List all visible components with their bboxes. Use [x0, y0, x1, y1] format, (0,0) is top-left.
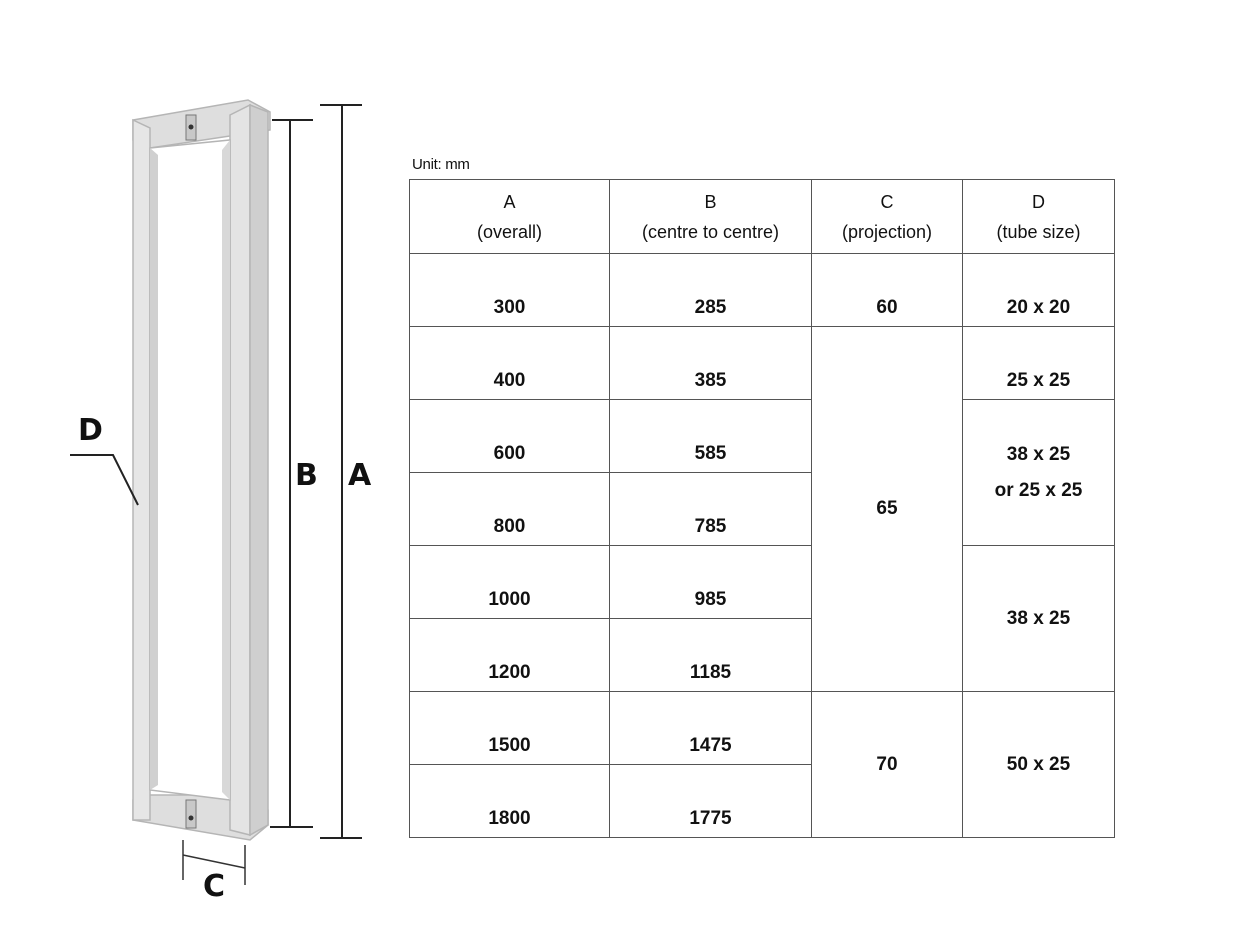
table-row	[410, 692, 1115, 765]
handle-body	[133, 100, 270, 840]
cell-projection: 70	[812, 692, 963, 838]
cell-overall: 300	[410, 254, 610, 327]
table-row	[410, 327, 1115, 400]
header-d	[963, 180, 1115, 254]
label-b: B	[295, 458, 318, 493]
cell-centre: 1185	[610, 619, 812, 692]
cell-centre: 785	[610, 473, 812, 546]
cell-centre: 1475	[610, 692, 812, 765]
cell-centre: 1775	[610, 765, 812, 838]
header-c	[812, 180, 963, 254]
cell-overall: 1500	[410, 692, 610, 765]
header-letter: C	[880, 191, 894, 212]
label-c: C	[203, 869, 226, 904]
header-letter: D	[1032, 191, 1045, 212]
cell-centre: 285	[610, 254, 812, 327]
header-letter: A	[503, 191, 516, 212]
header-sub: (projection)	[841, 221, 933, 242]
header-b	[610, 180, 812, 254]
cell-projection: 60	[812, 254, 963, 327]
header-sub: (overall)	[476, 221, 542, 242]
table-header-row	[410, 180, 1115, 254]
cell-overall: 600	[410, 400, 610, 473]
door-handle-diagram	[0, 0, 400, 952]
cell-centre: 985	[610, 546, 812, 619]
cell-tube-size: 25 x 25	[963, 327, 1115, 400]
cell-projection: 65	[812, 327, 963, 692]
cell-overall: 400	[410, 327, 610, 400]
cell-tube-size	[963, 400, 1115, 546]
unit-label: Unit: mm	[412, 156, 470, 173]
cell-overall: 1200	[410, 619, 610, 692]
cell-tube-size: 50 x 25	[963, 692, 1115, 838]
header-letter: B	[704, 191, 717, 212]
dimension-d-leader	[70, 455, 138, 505]
cell-tube-size: 20 x 20	[963, 254, 1115, 327]
label-d: D	[78, 413, 103, 448]
header-sub: (tube size)	[996, 221, 1081, 242]
tube-size-line-2: or 25 x 25	[994, 479, 1083, 501]
header-a	[410, 180, 610, 254]
table-row	[410, 546, 1115, 619]
cell-centre: 585	[610, 400, 812, 473]
header-sub: (centre to centre)	[641, 221, 780, 242]
cell-overall: 1000	[410, 546, 610, 619]
label-a: A	[348, 458, 372, 493]
table-row	[410, 400, 1115, 473]
table-row	[410, 254, 1115, 327]
cell-overall: 1800	[410, 765, 610, 838]
cell-overall: 800	[410, 473, 610, 546]
cell-centre: 385	[610, 327, 812, 400]
cell-tube-size: 38 x 25	[963, 546, 1115, 692]
tube-size-line-1: 38 x 25	[1006, 443, 1071, 465]
dimension-table	[409, 179, 1115, 838]
